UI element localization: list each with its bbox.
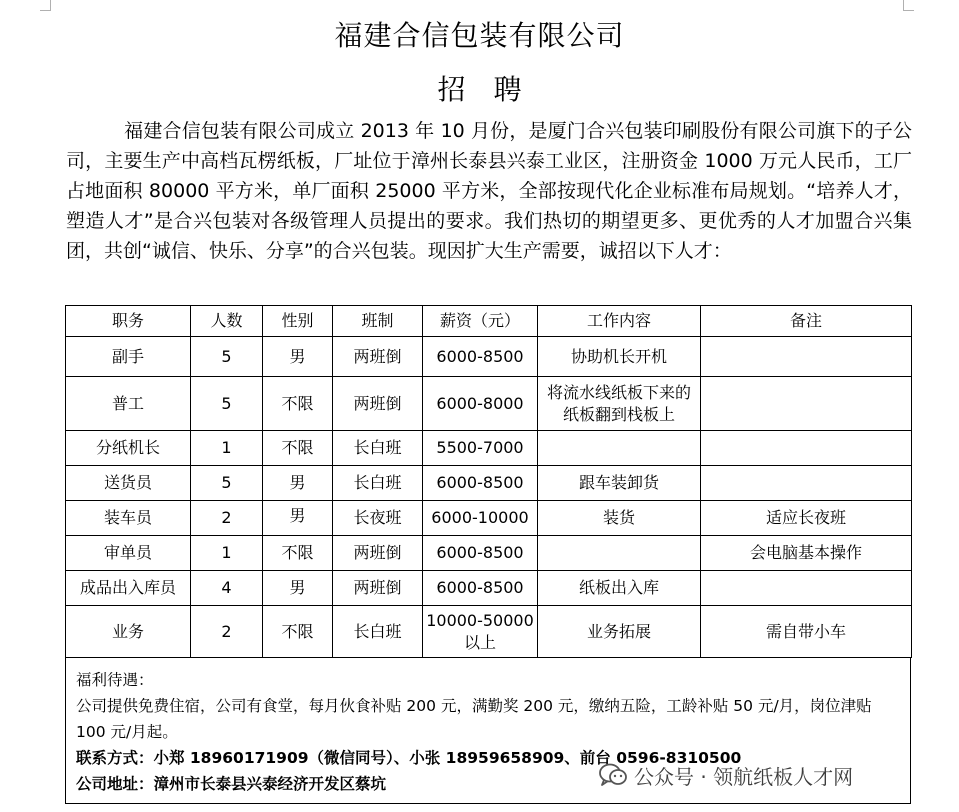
cell-position: 送货员 xyxy=(66,466,191,501)
table-header-row xyxy=(66,306,912,337)
jobs-table xyxy=(65,305,912,658)
cell-salary: 6000-8500 xyxy=(423,571,538,606)
table-row xyxy=(66,337,912,377)
cell-note: 适应长夜班 xyxy=(701,501,912,536)
cell-position: 成品出入库员 xyxy=(66,571,191,606)
cell-salary: 6000-8500 xyxy=(423,536,538,571)
cell-shift: 长白班 xyxy=(333,431,423,466)
cell-gender: 男 xyxy=(263,337,333,377)
watermark-text: 公众号 · 领航纸板人才网 xyxy=(634,764,854,789)
cell-shift: 两班倒 xyxy=(333,377,423,431)
cell-note: 会电脑基本操作 xyxy=(701,536,912,571)
cell-shift: 长白班 xyxy=(333,606,423,658)
page-corner-mark-right xyxy=(903,0,914,11)
table-row xyxy=(66,501,912,536)
company-intro xyxy=(66,116,912,266)
table-row xyxy=(66,606,912,658)
benefits-heading: 福利待遇： xyxy=(76,671,154,689)
watermark xyxy=(598,758,853,792)
cell-gender: 男 xyxy=(263,466,333,501)
cell-position: 副手 xyxy=(66,337,191,377)
header-gender: 性别 xyxy=(263,306,333,337)
table-row xyxy=(66,536,912,571)
cell-position: 装车员 xyxy=(66,501,191,536)
table-row xyxy=(66,377,912,431)
table-row xyxy=(66,431,912,466)
header-salary: 薪资（元） xyxy=(423,306,538,337)
cell-gender: 不限 xyxy=(263,536,333,571)
cell-work: 协助机长开机 xyxy=(538,337,701,377)
cell-note xyxy=(701,377,912,431)
wechat-icon xyxy=(598,762,628,788)
cell-note xyxy=(701,431,912,466)
cell-work: 跟车装卸货 xyxy=(538,466,701,501)
intro-text: 福建合信包装有限公司成立 2013 年 10 月份，是厦门合兴包装印刷股份有限公司旗下的子公司，主要生产中高档瓦楞纸板，厂址位于漳州长泰县兴泰工业区，注册资金 1000 万元人民币，工厂占地面积 80000 平方米，单厂面积 25000 平方米，全部按现代化企业标准布局规划。“培养人才，塑造人才”是合兴包装对各级管理人员提出的要求。我们热切的期望更多、更优秀的人才加盟合兴集团，共创“诚信、快乐、分享”的合兴包装。现因扩大生产需要，诚招以下人才： xyxy=(66,120,912,262)
header-count: 人数 xyxy=(191,306,263,337)
contact-info: 联系方式：小郑 18960171909（微信同号）、小张 18959658909、前台 0596-8310500 xyxy=(76,749,742,767)
cell-count: 1 xyxy=(191,536,263,571)
page-corner-mark-left xyxy=(40,0,51,11)
cell-gender: 男 xyxy=(263,571,333,606)
cell-shift: 长夜班 xyxy=(333,501,423,536)
cell-count: 4 xyxy=(191,571,263,606)
cell-gender: 不限 xyxy=(263,377,333,431)
cell-position: 分纸机长 xyxy=(66,431,191,466)
header-shift: 班制 xyxy=(333,306,423,337)
cell-count: 5 xyxy=(191,466,263,501)
cell-salary: 10000-50000以上 xyxy=(423,606,538,658)
cell-position: 业务 xyxy=(66,606,191,658)
cell-work: 业务拓展 xyxy=(538,606,701,658)
cell-work xyxy=(538,536,701,571)
cell-shift: 两班倒 xyxy=(333,571,423,606)
cell-gender: 不限 xyxy=(263,431,333,466)
cell-salary: 6000-10000 xyxy=(423,501,538,536)
recruitment-heading: 招聘 xyxy=(437,73,550,106)
cell-note xyxy=(701,466,912,501)
table-row xyxy=(66,466,912,501)
cell-position: 审单员 xyxy=(66,536,191,571)
cell-work xyxy=(538,431,701,466)
benefits-text: 公司提供免费住宿，公司有食堂，每月伙食补贴 200 元，满勤奖 200 元，缴纳五险，工龄补贴 50 元/月，岗位津贴 100 元/月起。 xyxy=(76,697,872,741)
cell-count: 5 xyxy=(191,337,263,377)
header-note: 备注 xyxy=(701,306,912,337)
cell-work: 装货 xyxy=(538,501,701,536)
cell-note: 需自带小车 xyxy=(701,606,912,658)
cell-note xyxy=(701,571,912,606)
cell-work: 纸板出入库 xyxy=(538,571,701,606)
cell-shift: 长白班 xyxy=(333,466,423,501)
cell-count: 2 xyxy=(191,606,263,658)
header-position: 职务 xyxy=(66,306,191,337)
cell-count: 2 xyxy=(191,501,263,536)
header-work: 工作内容 xyxy=(538,306,701,337)
cell-count: 5 xyxy=(191,377,263,431)
cell-count: 1 xyxy=(191,431,263,466)
cell-note xyxy=(701,337,912,377)
cell-salary: 6000-8000 xyxy=(423,377,538,431)
cell-shift: 两班倒 xyxy=(333,337,423,377)
cell-gender: 不限 xyxy=(263,606,333,658)
cell-salary: 6000-8500 xyxy=(423,466,538,501)
table-row xyxy=(66,571,912,606)
cell-salary: 5500-7000 xyxy=(423,431,538,466)
cell-salary: 6000-8500 xyxy=(423,337,538,377)
cell-gender: 男 xyxy=(263,501,333,536)
cell-position: 普工 xyxy=(66,377,191,431)
cell-shift: 两班倒 xyxy=(333,536,423,571)
company-title: 福建合信包装有限公司 xyxy=(334,19,625,52)
cell-work: 将流水线纸板下来的纸板翻到栈板上 xyxy=(538,377,701,431)
company-address: 公司地址：漳州市长泰县兴泰经济开发区蔡坑 xyxy=(76,775,387,793)
